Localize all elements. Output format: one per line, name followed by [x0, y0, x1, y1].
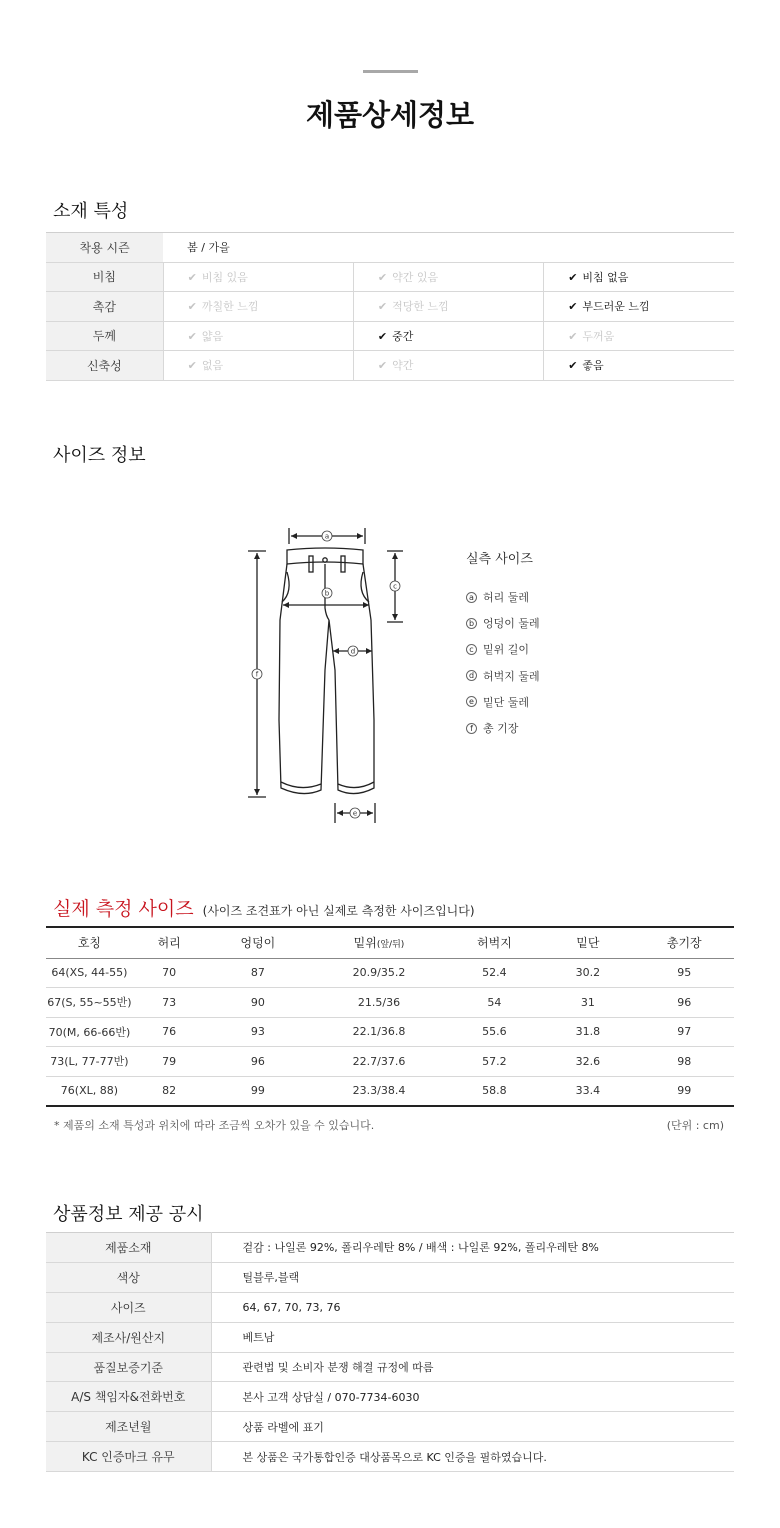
size-col-header: [206, 927, 311, 958]
check-icon: ✔: [377, 329, 388, 343]
title-divider: [363, 70, 418, 73]
check-icon: ✔: [187, 359, 197, 373]
size-col-header-label: 밑위: [353, 936, 377, 951]
material-option-label: 얇음: [201, 329, 224, 343]
product-info-label: 품질보증기준: [46, 1352, 211, 1382]
material-row-thickness: [46, 321, 734, 351]
legend-label: 허리 둘레: [483, 591, 530, 605]
pants-diagram: [235, 520, 395, 830]
size-cell: 64(XS, 44-55): [46, 958, 133, 988]
size-footnote: * 제품의 소재 특성과 위치에 따라 조금씩 오차가 있을 수 있습니다.: [54, 1119, 375, 1132]
size-cell: 96: [206, 1047, 311, 1077]
size-cell: 97: [635, 1017, 734, 1047]
product-info-row: [46, 1352, 734, 1382]
material-option: [163, 351, 353, 381]
size-cell: 20.9/35.2: [310, 958, 447, 988]
legend-label: 허벅지 둘레: [483, 669, 540, 683]
size-cell: 73(L, 77-77반): [46, 1047, 133, 1077]
size-cell: 33.4: [575, 1084, 601, 1097]
product-info-row: [46, 1233, 734, 1263]
size-cell: 70(M, 66-66반): [46, 1017, 133, 1047]
product-info-value: 본 상품은 국가통합인증 대상품목으로 KC 인증을 필하였습니다.: [211, 1442, 734, 1472]
material-row-label: 신축성: [46, 351, 163, 381]
product-info-label: 색상: [46, 1262, 211, 1292]
legend-mark: c: [466, 644, 477, 655]
product-info-row: [46, 1262, 734, 1292]
page-title: 제품상세정보: [305, 98, 475, 132]
product-info-value: 상품 라벨에 표기: [211, 1412, 734, 1442]
pants-belt-loop-left: [309, 556, 313, 572]
product-info-row: [46, 1442, 734, 1472]
size-cell: 90: [206, 988, 311, 1018]
product-info-title: 상품정보 제공 공시: [53, 1204, 204, 1225]
material-row-see-through: [46, 262, 734, 292]
size-cell: 99: [250, 1084, 265, 1097]
legend-item: [466, 636, 540, 662]
product-info-value: 관련법 및 소비자 분쟁 해결 규정에 따름: [211, 1352, 734, 1382]
size-cell: 22.1/36.8: [310, 1017, 447, 1047]
legend-label: 밑단 둘레: [483, 695, 530, 709]
material-row-label: 두께: [46, 321, 163, 351]
product-info-value: 겉감 : 나일론 92%, 폴리우레탄 8% / 배색 : 나일론 92%, 폴리우레탄 8%: [211, 1233, 734, 1263]
size-table: [46, 926, 734, 1107]
legend-mark: e: [466, 696, 477, 707]
legend-item: [466, 689, 540, 715]
size-cell: 32.6: [541, 1047, 634, 1077]
material-option: [353, 262, 543, 292]
table-row: [46, 1076, 734, 1106]
legend-item: [466, 610, 540, 636]
product-info-value: 64, 67, 70, 73, 76: [211, 1292, 734, 1322]
size-cell: 98: [635, 1047, 734, 1077]
product-info-label: 사이즈: [46, 1292, 211, 1322]
diagram-mark-a: a: [324, 532, 330, 541]
diagram-mark-c: c: [393, 582, 397, 591]
material-option: [544, 262, 734, 292]
diagram-mark-e: e: [352, 809, 358, 818]
product-info-label: KC 인증마크 유무: [46, 1442, 211, 1472]
check-icon: ✔: [568, 270, 578, 284]
diagram-mark-d: d: [350, 647, 356, 656]
legend-mark: a: [466, 592, 477, 603]
size-cell: 22.7/37.6: [310, 1047, 447, 1077]
size-col-header-label: 총기장: [666, 936, 702, 951]
size-col-header: [133, 927, 206, 958]
measure-heading: [53, 894, 475, 921]
size-cell: 23.3/38.4: [352, 1084, 406, 1097]
product-info-value: 본사 고객 상담실 / 070-7734-6030: [211, 1382, 734, 1412]
diagram-mark-f: f: [255, 670, 259, 679]
pants-belt-loop-right: [341, 556, 345, 572]
material-option: [544, 292, 734, 322]
season-value: 봄 / 가을: [163, 233, 734, 263]
pants-outline: [279, 564, 374, 794]
size-cell: 58.8: [482, 1084, 507, 1097]
table-row: [46, 988, 734, 1018]
check-icon: ✔: [187, 270, 197, 284]
product-info-row: [46, 1412, 734, 1442]
legend-item: [466, 715, 540, 741]
material-option: [353, 351, 543, 381]
pants-hem-right: [338, 782, 374, 788]
rise-suffix: (앞/뒤): [376, 940, 405, 951]
size-col-header: [448, 927, 541, 958]
material-table: [46, 232, 734, 381]
size-col-header: [310, 927, 447, 958]
product-info-label: 제조년월: [46, 1412, 211, 1442]
material-option: [544, 321, 734, 351]
size-cell: 93: [206, 1017, 311, 1047]
size-unit: (단위 : cm): [666, 1119, 724, 1132]
season-row: [46, 233, 734, 263]
material-option-label: 적당한 느낌: [392, 300, 449, 314]
pants-hem-left: [281, 782, 321, 788]
size-legend: [466, 584, 540, 741]
size-cell: 79: [133, 1047, 206, 1077]
material-option-label: 두꺼움: [582, 329, 615, 343]
legend-mark: d: [466, 670, 477, 681]
material-option-label: 중간: [392, 329, 414, 343]
size-col-header-label: 호칭: [77, 936, 101, 951]
product-info-label: 제조사/원산지: [46, 1322, 211, 1352]
diagram-mark-b: b: [324, 589, 330, 598]
size-col-header: [541, 927, 634, 958]
product-info-row: [46, 1322, 734, 1352]
size-col-header-label: 허벅지: [477, 936, 512, 951]
product-info-value: 틸블루,블랙: [211, 1262, 734, 1292]
check-icon: ✔: [568, 300, 578, 314]
material-option: [163, 321, 353, 351]
size-cell: 57.2: [448, 1047, 541, 1077]
table-row: [46, 1017, 734, 1047]
size-cell: 76(XL, 88): [60, 1084, 119, 1097]
material-option-label: 없음: [201, 359, 224, 373]
legend-label: 밑위 길이: [483, 643, 530, 657]
size-section-title: 사이즈 정보: [53, 445, 146, 466]
legend-label: 총 기장: [483, 722, 519, 736]
measure-title: 실제 측정 사이즈: [53, 898, 194, 920]
size-cell: 54: [448, 988, 541, 1018]
material-option: [353, 292, 543, 322]
check-icon: ✔: [568, 329, 578, 343]
size-cell: 95: [635, 958, 734, 988]
legend-item: [466, 584, 540, 610]
table-row: [46, 1047, 734, 1077]
check-icon: ✔: [377, 300, 388, 314]
material-option-label: 약간 있음: [392, 270, 439, 284]
product-info-value: 베트남: [211, 1322, 734, 1352]
size-cell: 73: [133, 988, 206, 1018]
size-col-header: [46, 927, 133, 958]
legend-mark: b: [466, 618, 477, 629]
check-icon: ✔: [568, 359, 578, 373]
size-col-header-label: 허리: [157, 936, 181, 951]
material-option: [163, 262, 353, 292]
material-option-label: 까칠한 느낌: [201, 300, 259, 314]
legend-title: 실측 사이즈: [466, 552, 533, 567]
product-info-label: A/S 책임자&전화번호: [46, 1382, 211, 1412]
check-icon: ✔: [187, 300, 197, 314]
size-col-header: [635, 927, 734, 958]
table-row: [46, 958, 734, 988]
measure-note: (사이즈 조견표가 아닌 실제로 측정한 사이즈입니다): [202, 904, 475, 918]
material-section-title: 소재 특성: [53, 201, 129, 222]
material-option-label: 부드러운 느낌: [582, 300, 650, 314]
legend-label: 엉덩이 둘레: [483, 617, 540, 631]
material-row-touch: [46, 292, 734, 322]
size-col-header-label: 엉덩이: [240, 936, 276, 951]
material-option-label: 비침 없음: [582, 270, 629, 284]
material-row-label: 촉감: [46, 292, 163, 322]
size-cell: 82: [162, 1084, 177, 1097]
size-cell: 87: [206, 958, 311, 988]
material-option: [353, 321, 543, 351]
check-icon: ✔: [377, 359, 388, 373]
legend-item: [466, 663, 540, 689]
size-cell: 96: [635, 988, 734, 1018]
product-info-row: [46, 1292, 734, 1322]
size-cell: 55.6: [448, 1017, 541, 1047]
product-info-row: [46, 1382, 734, 1412]
size-cell: 76: [133, 1017, 206, 1047]
product-info-label: 제품소재: [46, 1233, 211, 1263]
size-cell: 30.2: [541, 958, 634, 988]
legend-mark: f: [466, 723, 477, 734]
check-icon: ✔: [377, 270, 388, 284]
size-cell: 52.4: [448, 958, 541, 988]
product-info-table: [46, 1232, 734, 1472]
material-option-label: 좋음: [582, 359, 604, 373]
size-cell: 70: [133, 958, 206, 988]
material-option-label: 약간: [392, 359, 414, 373]
size-cell: 21.5/36: [310, 988, 447, 1018]
size-col-header-label: 밑단: [576, 936, 600, 951]
check-icon: ✔: [187, 329, 197, 343]
material-row-stretch: [46, 351, 734, 381]
material-option-label: 비침 있음: [201, 270, 248, 284]
material-row-label: 비침: [46, 262, 163, 292]
season-label: 착용 시즌: [46, 233, 163, 263]
material-option: [544, 351, 734, 381]
size-cell: 31.8: [541, 1017, 634, 1047]
size-cell: 31: [541, 988, 634, 1018]
material-option: [163, 292, 353, 322]
size-cell: 67(S, 55~55반): [46, 988, 133, 1018]
size-cell: 99: [677, 1084, 692, 1097]
